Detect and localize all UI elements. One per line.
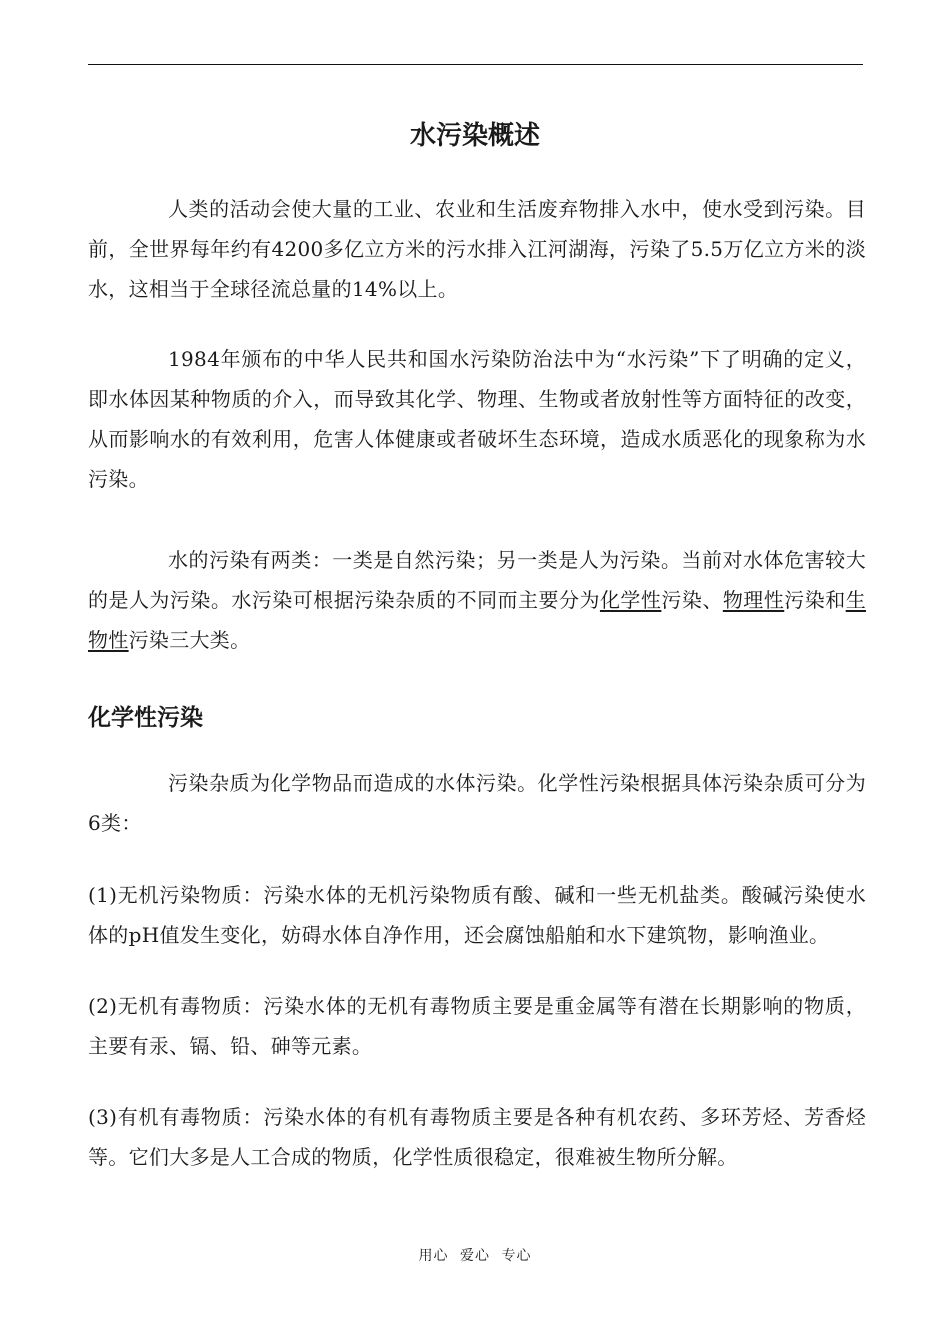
- paragraph-intro: 人类的活动会使大量的工业、农业和生活废弃物排入水中，使水受到污染。目前，全世界每年约有4200多亿立方米的污水排入江河湖海，污染了5.5万亿立方米的淡水，这相当于全球径流总量的14%以上。: [88, 197, 866, 301]
- categories-text-3: 污染和: [784, 588, 846, 612]
- link-chemical[interactable]: 化学性: [599, 588, 662, 612]
- link-biological[interactable]: 生物性: [88, 588, 866, 652]
- list-item-1: (1)无机污染物质：污染水体的无机污染物质有酸、碱和一些无机盐类。酸碱污染使水体的pH值发生变化，妨碍水体自净作用，还会腐蚀船舶和水下建筑物，影响渔业。: [88, 883, 866, 947]
- categories-text-4: 污染三大类。: [128, 628, 251, 652]
- list-item-2: (2)无机有毒物质：污染水体的无机有毒物质主要是重金属等有潜在长期影响的物质，主要有汞、镉、铅、砷等元素。: [88, 994, 866, 1058]
- paragraph-categories: [88, 540, 866, 660]
- page-footer: 用心 爱心 专心: [418, 1248, 532, 1264]
- categories-text-2: 污染、: [661, 588, 723, 612]
- paragraph-chemical-intro: 污染杂质为化学物品而造成的水体污染。化学性污染根据具体污染杂质可分为6类：: [88, 771, 866, 835]
- list-item-3: (3)有机有毒物质：污染水体的有机有毒物质主要是各种有机农药、多环芳烃、芳香烃等。它们大多是人工合成的物质，化学性质很稳定，很难被生物所分解。: [88, 1105, 866, 1169]
- document-title: 水污染概述: [409, 121, 540, 151]
- link-physical[interactable]: 物理性: [722, 588, 785, 612]
- header-rule: [88, 64, 863, 65]
- paragraph-definition: 1984年颁布的中华人民共和国水污染防治法中为“水污染”下了明确的定义，即水体因某种物质的介入，而导致其化学、物理、生物或者放射性等方面特征的改变，从而影响水的有效利用，危害人体健康或者破坏生态环境，造成水质恶化的现象称为水污染。: [88, 347, 866, 491]
- section-heading-chemical: 化学性污染: [88, 705, 203, 731]
- categories-text-1: 水的污染有两类：一类是自然污染；另一类是人为污染。当前对水体危害较大的是人为污染。水污染可根据污染杂质的不同而主要分为: [88, 548, 866, 612]
